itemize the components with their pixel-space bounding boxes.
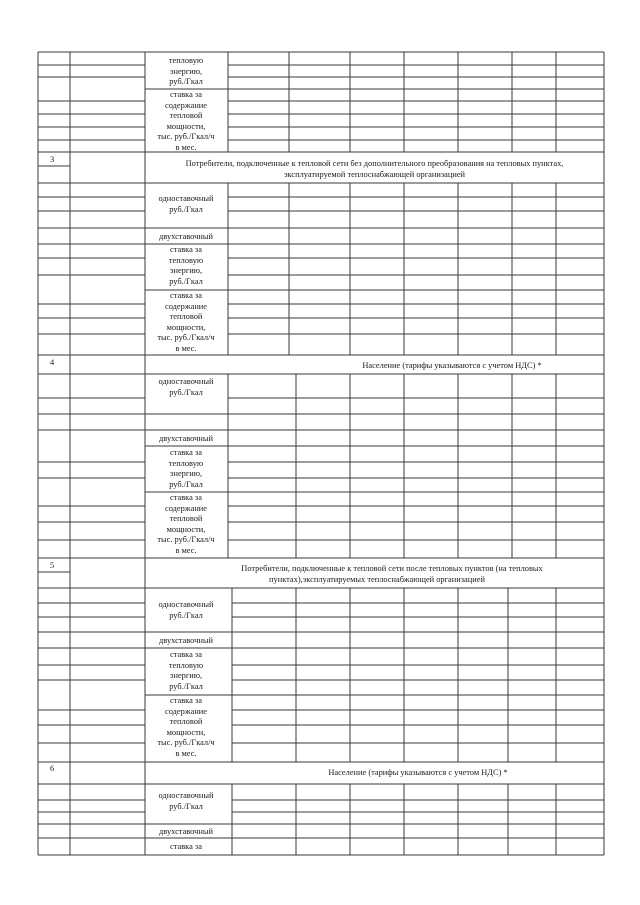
- label-line: тепловой: [169, 111, 203, 121]
- label-line: тыс. руб./Гкал/ч: [157, 132, 215, 142]
- single-rate-label: [148, 194, 224, 215]
- section-title-6: Население (тарифы указываются с учетом НДС) *: [328, 768, 508, 777]
- label-line: руб./Гкал: [169, 276, 203, 286]
- label-line: руб./Гкал: [169, 387, 203, 397]
- section-title-3: [145, 159, 604, 180]
- single-rate-label: [148, 791, 224, 812]
- section-title-5: [150, 564, 604, 585]
- label-line: в мес.: [175, 748, 197, 758]
- label-line: содержание: [164, 706, 207, 716]
- label-line: в мес.: [175, 343, 197, 353]
- single-rate-label: [148, 377, 224, 398]
- label-line: одноставочный: [158, 377, 214, 386]
- label-line: ставка за: [170, 448, 202, 457]
- label-line: тепловую: [168, 56, 204, 65]
- energy-rate-label-partial: ставка за: [170, 842, 202, 851]
- single-rate-label: [148, 600, 224, 621]
- label-line: ставка за: [170, 245, 202, 254]
- label-line: тыс. руб./Гкал/ч: [157, 333, 215, 343]
- section-title-4: Население (тарифы указываются с учетом НДС) *: [362, 361, 542, 370]
- label-line: мощности,: [166, 524, 206, 534]
- label-line: тепловую: [168, 660, 204, 670]
- two-part-rate-label: двухставочный: [159, 636, 213, 645]
- section-title-line: Потребители, подключенные к тепловой сети после тепловых пунктов (на тепловых: [241, 564, 543, 573]
- energy-rate-label-cont: [148, 56, 224, 88]
- capacity-rate-label: [148, 493, 224, 557]
- capacity-rate-label: [148, 291, 224, 355]
- label-line: руб./Гкал: [169, 204, 203, 214]
- section-number-5: 5: [50, 561, 55, 570]
- label-line: тыс. руб./Гкал/ч: [157, 738, 215, 748]
- two-part-rate-label: двухставочный: [159, 434, 213, 443]
- section-title-line: пунктах),эксплуатируемых теплоснабжающей организацией: [269, 574, 485, 584]
- energy-rate-label: [148, 448, 224, 490]
- label-line: ставка за: [170, 90, 202, 99]
- label-line: тепловой: [169, 717, 203, 727]
- label-line: одноставочный: [158, 194, 214, 203]
- label-line: ставка за: [170, 291, 202, 300]
- label-line: тепловую: [168, 255, 204, 265]
- label-line: мощности,: [166, 322, 206, 332]
- label-line: в мес.: [175, 142, 197, 152]
- label-line: тепловой: [169, 312, 203, 322]
- label-line: тыс. руб./Гкал/ч: [157, 535, 215, 545]
- label-line: руб./Гкал: [169, 77, 203, 87]
- two-part-rate-label: двухставочный: [159, 827, 213, 836]
- label-line: мощности,: [166, 121, 206, 131]
- label-line: энергию,: [169, 266, 203, 276]
- label-line: тепловой: [169, 514, 203, 524]
- energy-rate-label: [148, 650, 224, 692]
- energy-rate-label: [148, 245, 224, 287]
- label-line: содержание: [164, 100, 207, 110]
- label-line: энергию,: [169, 469, 203, 479]
- section-title-line: эксплуатируемой теплоснабжающей организацией: [283, 169, 466, 179]
- label-line: руб./Гкал: [169, 801, 203, 811]
- label-line: руб./Гкал: [169, 479, 203, 489]
- label-line: руб./Гкал: [169, 681, 203, 691]
- capacity-rate-label-cont: [148, 90, 224, 154]
- section-number-4: 4: [50, 358, 55, 367]
- label-line: в мес.: [175, 545, 197, 555]
- label-line: ставка за: [170, 696, 202, 705]
- two-part-rate-label: двухставочный: [159, 232, 213, 241]
- label-line: энергию,: [169, 66, 203, 76]
- section-title-line: Потребители, подключенные к тепловой сети без дополнительного преобразования на тепловых пунктах,: [185, 159, 564, 168]
- section-number-3: 3: [50, 155, 55, 164]
- capacity-rate-label: [148, 696, 224, 760]
- label-line: ставка за: [170, 493, 202, 502]
- label-line: тепловую: [168, 458, 204, 468]
- label-line: одноставочный: [158, 600, 214, 609]
- label-line: содержание: [164, 301, 207, 311]
- label-line: одноставочный: [158, 791, 214, 800]
- label-line: содержание: [164, 503, 207, 513]
- label-line: ставка за: [170, 650, 202, 659]
- section-number-6: 6: [50, 764, 55, 773]
- label-line: мощности,: [166, 727, 206, 737]
- label-line: руб./Гкал: [169, 610, 203, 620]
- label-line: энергию,: [169, 671, 203, 681]
